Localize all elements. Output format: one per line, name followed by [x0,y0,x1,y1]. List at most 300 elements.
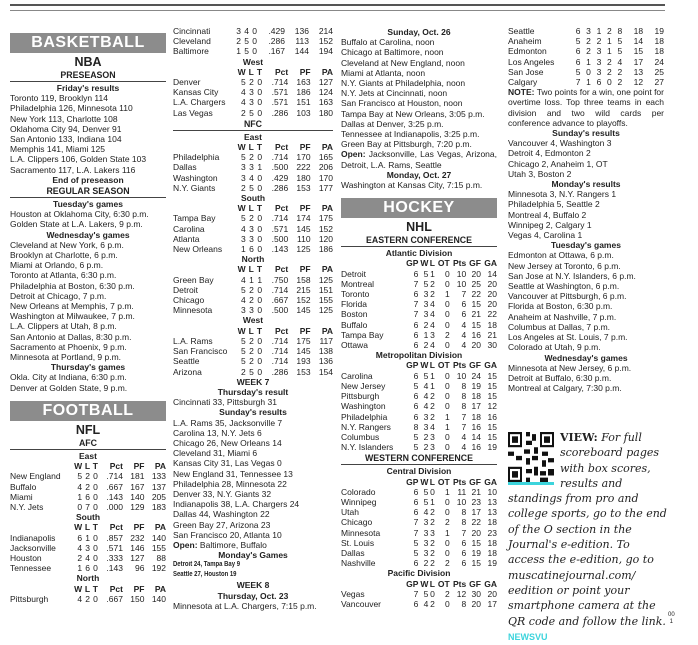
stat-cell: 1 [430,380,435,391]
result-line: N.Y. Jets at Cincinnati, noon [341,88,448,99]
team-name: San Jose [508,66,544,77]
stat-cell: 7 [413,588,419,599]
qr-code-icon[interactable] [508,432,554,485]
stat-cell: 129 [130,501,145,512]
subheading: Monday's results [551,179,621,190]
standings-row [341,442,497,452]
result-line: Detroit at Buffalo, 6:30 p.m. [508,372,612,383]
stat-cell: 7 [575,77,581,88]
stat-cell: 167 [130,481,145,492]
stat-cell: 6 [413,598,419,609]
result-line: Detroit at Chicago, 7 p.m. [10,290,107,301]
team-name: Edmonton [508,46,547,57]
result-line: San Antonio at Dallas, 8:30 p.m. [10,331,132,342]
column-header: Pct [274,325,289,336]
stat-cell: 19 [487,558,497,569]
standings-row [508,77,664,87]
column-header [10,461,70,471]
stat-cell: 2 [77,552,83,563]
stat-cell: 5 [423,268,429,279]
stat-cell: 1 [444,486,450,497]
stat-cell: 3 [240,172,246,183]
result-line: Chicago at Baltimore, noon [341,47,444,58]
standings-row [173,305,333,315]
section-heading: WESTERN CONFERENCE [341,452,497,465]
stat-cell: 3 [85,542,91,553]
standings-row [341,299,497,309]
stat-cell: 4 [77,481,83,492]
stat-cell: 0 [93,552,98,563]
standings-table [508,26,664,87]
stat-cell: 4 [430,319,435,330]
stat-cell: 3 [249,305,254,316]
stat-cell: 4 [249,172,254,183]
column-header: W [420,578,429,589]
stat-cell: 5 [423,370,429,381]
stat-cell: 30 [471,588,481,599]
column-header: Pts [452,360,467,371]
stat-cell: 5 [413,547,419,558]
team-name: Vegas [341,588,365,599]
standings-row [341,538,497,548]
column-header [173,264,233,274]
open-teams [173,540,333,550]
stat-cell: 4 [240,223,246,234]
stat-cell: 0 [444,391,450,402]
stat-cell: 181 [130,471,145,482]
stat-cell: 5 [423,486,429,497]
column-header: OT [437,476,450,487]
team-name: Nashville [341,558,376,569]
subheading: West [242,315,264,326]
stat-cell: 0 [257,213,263,224]
stat-cell: 5 [413,537,419,548]
stat-cell: 23 [471,496,481,507]
stat-cell: 151 [296,97,311,108]
standings-row [341,548,497,558]
stat-cell: 158 [296,274,311,285]
stat-cell: 17 [471,401,481,412]
stat-cell: 4 [240,87,246,98]
stat-cell: 0 [444,401,450,412]
column-header: T [92,583,98,594]
column-header: W [237,203,246,214]
stat-cell: 0 [444,309,450,320]
standings-row [10,543,166,553]
stat-cell: 155 [151,542,166,553]
stat-cell: 0 [257,305,263,316]
column-header: PA [154,583,166,594]
result-line: Utah 3, Boston 2 [508,168,572,179]
subheading: Friday's results [56,83,120,93]
stat-cell: .000 [106,501,123,512]
stat-cell: 2 [607,26,612,36]
subheading: Thursday's games [50,362,126,373]
standings-row [10,482,166,492]
stat-cell: 15 [471,558,481,569]
e-edition-promo [508,430,668,645]
stat-cell: 18 [654,36,664,47]
stat-cell: 6 [85,491,91,502]
stat-cell: 1 [85,532,91,543]
stat-cell: 6 [413,319,419,330]
result-line: Seattle at Washington, 6 p.m. [508,281,620,292]
stat-cell: 2 [423,340,429,351]
standings-row [173,356,333,366]
result-line: Colorado at Utah, 9 p.m. [508,342,601,353]
stat-cell: 5 [249,182,254,193]
column-header: W [74,583,83,594]
team-name: St. Louis [341,537,375,548]
stat-cell: .429 [271,172,289,183]
stat-cell: 5 [249,107,254,118]
open-text: Jacksonville, Las Vegas, Arizona, Detroit, L.A. Rams, Seattle [341,149,497,170]
stat-cell: 1 [257,274,263,285]
column-header: Pts [452,258,467,269]
stat-cell: 2 [423,558,429,569]
stat-cell: 15 [487,391,497,402]
stat-cell: 0 [252,26,257,36]
team-name: Miami [10,491,33,502]
column-header [341,579,403,589]
stat-cell: 1 [77,491,83,502]
stat-cell: 18 [471,391,481,402]
stat-cell: 4 [423,507,429,518]
column-header [173,142,233,152]
column-header [10,522,70,532]
stat-cell: 16 [487,411,497,422]
column-header [341,258,403,268]
result-line: Sacramento 117, L.A. Lakers 116 [10,164,136,175]
stat-cell: .143 [271,244,289,255]
stat-cell: 6 [413,507,419,518]
standings-row [173,173,333,183]
stat-cell: .667 [271,295,289,306]
team-name: San Francisco [173,346,228,357]
result-line: Chicago 2, Anaheim 1, OT [508,158,608,169]
column-header: PA [154,461,166,472]
open-teams [341,149,497,169]
standings-row [173,224,333,234]
open-label: Open: [173,539,198,550]
stat-cell: 14 [471,431,481,442]
stat-cell: 2 [430,278,435,289]
team-name: Kansas City [173,87,219,98]
stat-cell: 0 [444,268,450,279]
stat-cell: .286 [271,366,289,377]
stat-cell: 3 [430,329,435,340]
standings-row [173,183,333,193]
team-name: L.A. Rams [173,335,213,346]
standings-row [341,309,497,319]
note-label: NOTE: [508,87,535,98]
standings-row [341,528,497,538]
stat-cell: 1 [607,46,612,57]
column-header: GF [469,258,481,269]
team-name: Tampa Bay [341,329,384,340]
stat-cell: 8 [413,421,419,432]
column-header: PF [299,142,311,153]
stat-cell: 2 [240,366,246,377]
stat-cell: 11 [457,486,467,497]
team-name: Minnesota [173,305,213,316]
stat-cell: 4 [617,56,623,67]
stat-cell: 4 [461,329,467,340]
stat-cell: 180 [318,107,333,118]
stat-cell: 4 [244,26,249,36]
stat-cell: 146 [130,542,145,553]
stat-cell: .429 [268,26,285,36]
stat-cell: 5 [244,36,249,47]
subheading: Monday, Oct. 27 [386,169,452,180]
open-label: Open: [341,149,366,160]
standings-header-row [10,522,166,532]
standings-table [173,326,333,377]
stat-cell: 2 [430,547,435,558]
stat-cell: 0 [444,547,450,558]
result-line: Toronto 119, Brooklyn 114 [10,93,108,104]
top-rule [10,4,665,11]
stat-cell: 2 [596,36,602,47]
stat-cell: 2 [430,517,435,528]
stat-cell: 0 [444,370,450,381]
stat-cell: 18 [654,46,664,57]
subheading: Wednesday's games [544,352,628,363]
standings-row [173,367,333,377]
result-line: Philadelphia 28, Minnesota 22 [173,478,287,489]
stat-cell: 10 [456,278,467,289]
stat-cell: 3 [423,309,429,320]
team-name: Calgary [508,77,538,88]
stat-cell: 1 [77,563,83,574]
standings-row [173,346,333,356]
stat-cell: 165 [318,152,333,163]
result-line: Montreal 4, Buffalo 2 [508,209,587,220]
stat-cell: 2 [430,401,435,412]
subheading: Sunday's results [219,407,287,418]
column-header: W [420,476,429,487]
standings-row [341,381,497,391]
stat-cell: 4 [461,319,467,330]
stat-cell: 5 [575,66,581,77]
column-header: L [248,325,254,336]
standings-row [341,371,497,381]
stat-cell: 6 [413,340,419,351]
standings-row [508,57,664,67]
stat-cell: 19 [654,26,664,36]
column-header: Pts [452,476,467,487]
column-header: PF [299,66,311,77]
team-name: N.Y. Rangers [341,421,391,432]
stat-cell: 2 [249,356,254,367]
stat-cell: 125 [296,244,311,255]
stat-cell: 0 [93,593,98,604]
stat-cell: 7 [413,517,419,528]
stat-cell: 0 [257,335,263,346]
stat-cell: 1 [444,411,450,422]
result-line: Vegas 4, Carolina 1 [508,230,583,241]
stat-cell: 0 [444,507,450,518]
stat-cell: 6 [413,268,419,279]
column-header: GF [469,578,481,589]
result-line: Golden State at L.A. Lakers, 9 p.m. [10,219,143,230]
stat-cell: 155 [318,295,333,306]
column-header: Pct [109,522,123,533]
stat-cell: 2 [430,558,435,569]
stat-cell: 3 [249,97,254,108]
result-line: Chicago 26, New Orleans 14 [173,437,282,448]
team-name: Seattle [508,26,535,36]
column-header: PF [299,264,311,275]
team-name: Detroit [341,268,367,279]
stat-cell: 2 [607,66,612,77]
column-header: GA [484,578,497,589]
standings-header-row [10,584,166,594]
stat-cell: 12 [487,401,497,412]
team-name: Carolina [173,223,205,234]
result-line: San Francisco at Houston, noon [341,98,463,109]
promo-label: VIEW: [560,431,598,444]
result-line: Cleveland 31, Miami 6 [173,448,258,459]
stat-cell: 6 [413,289,419,300]
column-header: T [256,66,263,77]
column-header: L [429,578,435,589]
stat-cell: 13 [633,66,644,77]
team-name: Detroit [173,284,199,295]
team-name: Denver [173,77,201,88]
stat-cell: 19 [471,547,481,558]
standings-row [341,269,497,279]
stat-cell: 4 [85,552,91,563]
column-header: L [248,66,254,77]
stat-cell: 177 [318,182,333,193]
standings-row [508,36,664,46]
stat-cell: .714 [271,77,289,88]
column-header: PF [299,325,311,336]
column-1 [10,25,166,604]
standings-table [173,26,333,57]
stat-cell: 4 [423,598,429,609]
result-line: Miami at Atlanta, noon [341,67,426,78]
stat-cell: .571 [106,542,123,553]
result-line: Indianapolis 38, L.A. Chargers 24 [173,499,300,510]
stat-cell: 0 [444,278,450,289]
stat-cell: 5 [423,278,429,289]
stat-cell: 140 [130,491,145,502]
stat-cell: 150 [130,593,145,604]
column-header: L [248,142,254,153]
standings-row [508,26,664,36]
stat-cell: .286 [271,182,289,193]
standings-row [341,330,497,340]
stat-cell: 137 [151,481,166,492]
standings-header-row [173,67,333,77]
result-line: Green Bay at Pittsburgh, 7:20 p.m. [341,139,472,150]
stat-cell: 0 [430,486,435,497]
team-name: Green Bay [173,274,214,285]
standings-row [341,279,497,289]
league-heading: NBA [74,55,102,69]
standings-row [508,46,664,56]
result-line: Memphis 141, Miami 125 [10,144,105,155]
stat-cell: 2 [85,481,91,492]
team-name: Buffalo [341,319,368,330]
result-line: Philadelphia 5, Seattle 2 [508,199,600,210]
stat-cell: 14 [487,268,497,279]
standings-row [173,275,333,285]
column-header: PA [321,325,333,336]
stat-cell: 2 [423,319,429,330]
result-line: Okla. City at Indiana, 6:30 p.m. [10,372,127,383]
stat-cell: .143 [106,563,123,574]
stat-cell: 1 [586,77,591,88]
stat-cell: 13 [487,507,497,518]
stat-cell: 6 [249,244,254,255]
stat-cell: 2 [430,391,435,402]
stat-cell: 5 [240,213,246,224]
standings-row [173,336,333,346]
stat-cell: 1 [430,370,435,381]
stat-cell: .714 [271,152,289,163]
stat-cell: 154 [318,366,333,377]
subheading: Monday's Games [218,550,288,561]
result-line: Montreal at Calgary, 7:30 p.m. [508,383,622,394]
column-header: L [248,203,254,214]
standings-row [173,285,333,295]
stat-cell: 5 [240,284,246,295]
stat-cell: 3 [249,223,254,234]
stat-cell: 0 [444,496,450,507]
stat-cell: 20 [471,340,481,351]
standings-table [10,461,166,512]
result-line: New York 113, Charlotte 108 [10,113,118,124]
page-marker [668,612,675,626]
stat-cell: .286 [271,107,289,118]
stat-cell: .714 [271,356,289,367]
stat-cell: 151 [318,284,333,295]
team-name: Ottawa [341,340,368,351]
stat-cell: 4 [461,340,467,351]
stat-cell: 15 [471,299,481,310]
stat-cell: 1 [586,56,591,67]
stat-cell: 18 [633,26,644,36]
stat-cell: 1 [444,421,450,432]
standings-table [341,477,497,569]
team-name: Dallas [341,547,365,558]
result-line: Minnesota at L.A. Chargers, 7:15 p.m. [173,600,317,611]
stat-cell: 2 [240,107,246,118]
subheading: Metropolitan Division [375,350,463,361]
standings-header-row [10,461,166,471]
stat-cell: 5 [413,431,419,442]
stat-cell: 15 [487,421,497,432]
stat-cell: 0 [444,537,450,548]
stat-cell: 19 [487,442,497,453]
stat-cell: 17 [471,507,481,518]
team-name: Jacksonville [10,542,56,553]
standings-row [341,320,497,330]
standings-row [341,432,497,442]
stat-cell: 3 [596,46,602,57]
result-line: Cincinnati 33, Pittsburgh 31 [173,397,277,408]
stat-cell: 88 [156,552,166,563]
stat-cell: 2 [607,56,612,67]
stat-cell: 7 [461,289,467,300]
team-name: Anaheim [508,36,542,47]
team-name: Pittsburgh [341,391,380,402]
subheading: Pacific Division [387,568,451,579]
stat-cell: 15 [471,537,481,548]
